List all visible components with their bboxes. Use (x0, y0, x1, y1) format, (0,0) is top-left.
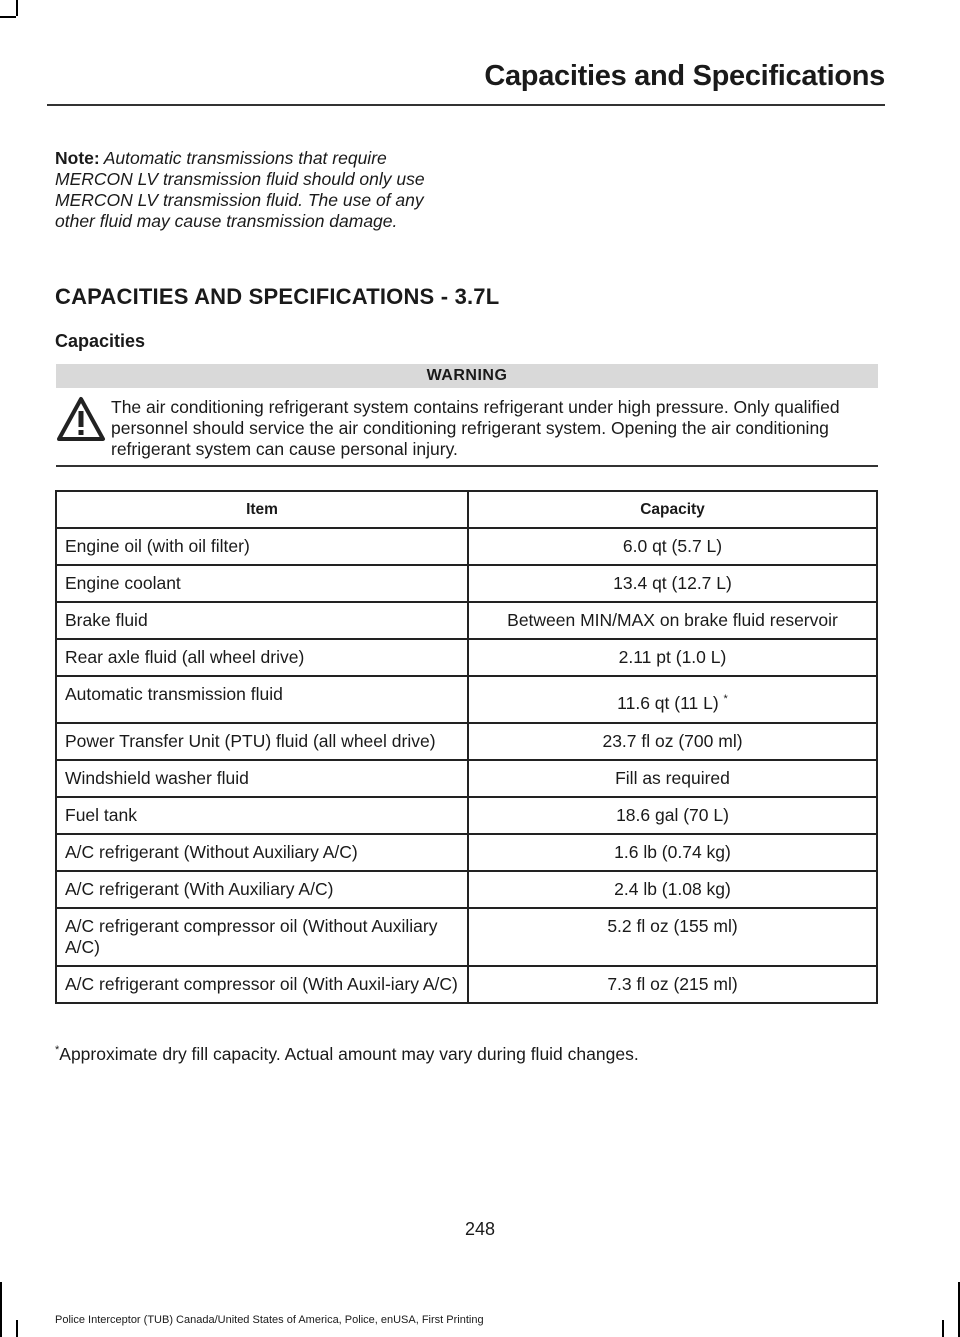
table-row (56, 797, 877, 834)
warning-text: The air conditioning refrigerant system contains refrigerant under high pressure. Only qualified personnel should service the air conditioning refrigerant system. Opening the air conditioning refrigerant system can cause personal injury. (111, 397, 840, 459)
table-cell-item: Engine oil (with oil filter) (56, 528, 468, 565)
table-cell-item: A/C refrigerant compressor oil (Without Auxiliary A/C) (56, 908, 468, 966)
footnote-marker: * (55, 1044, 60, 1057)
table-header-row (56, 491, 877, 528)
table-cell-capacity: 5.2 fl oz (155 ml) (468, 908, 877, 966)
table-row (56, 834, 877, 871)
header-divider (47, 104, 885, 106)
sub-heading: Capacities (55, 331, 146, 351)
table-cell-capacity: 2.4 lb (1.08 kg) (468, 871, 877, 908)
table-cell-capacity: 1.6 lb (0.74 kg) (468, 834, 877, 871)
crop-mark (0, 1282, 2, 1337)
capacity-value: 11.6 qt (11 L) (617, 692, 719, 713)
table-cell-capacity: 23.7 fl oz (700 ml) (468, 723, 877, 760)
note-text: Automatic transmissions that require MERCON LV transmission fluid should only use MERCON LV transmission fluid. The use of any other fluid may cause transmission damage. (55, 148, 425, 231)
footnote-marker: * (723, 693, 728, 705)
table-row (56, 908, 877, 966)
page-title: Capacities and Specifications (484, 60, 885, 92)
table-cell-capacity: 6.0 qt (5.7 L) (468, 528, 877, 565)
note-paragraph (55, 148, 450, 232)
table-cell-capacity: 13.4 qt (12.7 L) (468, 565, 877, 602)
table-row (56, 723, 877, 760)
table-cell-capacity (468, 676, 877, 723)
table-cell-capacity: 18.6 gal (70 L) (468, 797, 877, 834)
table-cell-item: Brake fluid (56, 602, 468, 639)
warning-divider (56, 465, 878, 467)
table-cell-capacity: 2.11 pt (1.0 L) (468, 639, 877, 676)
table-cell-item: A/C refrigerant (Without Auxiliary A/C) (56, 834, 468, 871)
crop-mark (942, 1320, 944, 1337)
section-heading: CAPACITIES AND SPECIFICATIONS - 3.7L (55, 284, 500, 309)
column-header-capacity: Capacity (468, 491, 877, 528)
table-cell-capacity: 7.3 fl oz (215 ml) (468, 966, 877, 1003)
crop-mark (0, 16, 16, 18)
table-row (56, 565, 877, 602)
crop-mark (16, 1320, 18, 1337)
table-cell-capacity: Between MIN/MAX on brake fluid reservoir (468, 602, 877, 639)
warning-label: WARNING (56, 364, 878, 388)
column-header-item: Item (56, 491, 468, 528)
table-row (56, 760, 877, 797)
table-row (56, 639, 877, 676)
table-row (56, 602, 877, 639)
page-number: 248 (464, 1219, 496, 1239)
warning-triangle-icon (56, 396, 106, 442)
table-cell-item: Power Transfer Unit (PTU) fluid (all wheel drive) (56, 723, 468, 760)
table-cell-item: Engine coolant (56, 565, 468, 602)
table-cell-item: Fuel tank (56, 797, 468, 834)
footer-text: Police Interceptor (TUB) Canada/United States of America, Police, enUSA, First Printing (55, 1314, 484, 1326)
table-cell-item: A/C refrigerant (With Auxiliary A/C) (56, 871, 468, 908)
note-label: Note: (55, 148, 100, 168)
table-row (56, 966, 877, 1003)
table-cell-item: A/C refrigerant compressor oil (With Auxil-iary A/C) (56, 966, 468, 1003)
table-row (56, 528, 877, 565)
table-cell-item: Windshield washer fluid (56, 760, 468, 797)
table-row (56, 871, 877, 908)
table-cell-capacity: Fill as required (468, 760, 877, 797)
capacities-table (55, 490, 878, 1004)
table-cell-item: Rear axle fluid (all wheel drive) (56, 639, 468, 676)
footnote-text: Approximate dry fill capacity. Actual amount may vary during fluid changes. (59, 1044, 639, 1064)
table-cell-item: Automatic transmission fluid (56, 676, 468, 723)
footnote (55, 1044, 639, 1065)
table-row (56, 676, 877, 723)
crop-mark (16, 0, 18, 16)
